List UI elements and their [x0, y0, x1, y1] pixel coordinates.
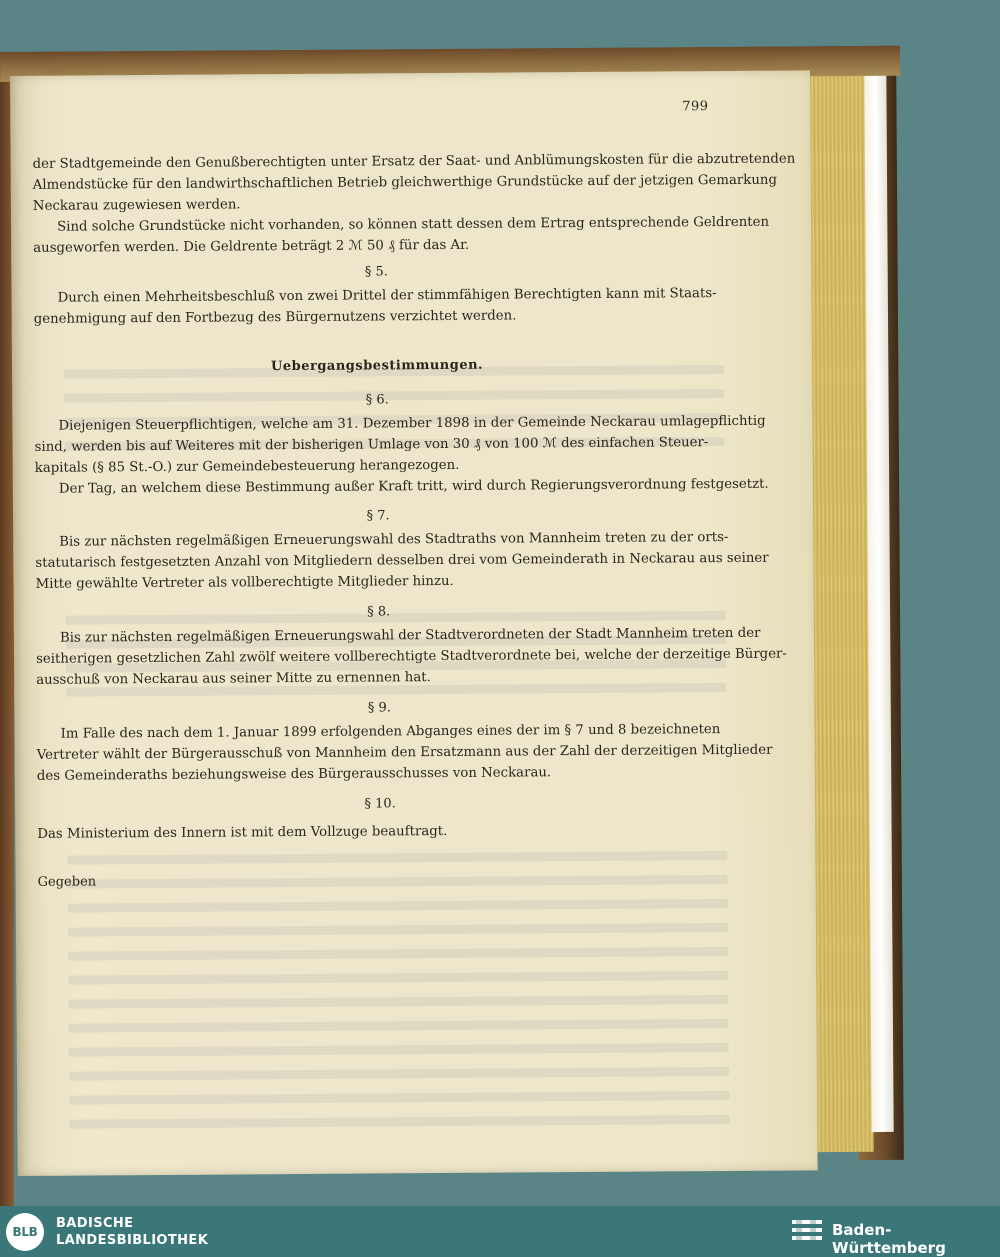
bleed-through-line: [67, 851, 727, 865]
library-name[interactable]: [56, 1215, 208, 1249]
text-line: Bis zur nächsten regelmäßigen Erneuerungswahl der Stadtverordneten der Stadt Mannheim treten der: [59, 625, 761, 646]
text-line: der Stadtgemeinde den Genußberechtigten unter Ersatz der Saat- und Anblümungskosten für die abzutretenden: [32, 151, 796, 172]
bleed-through-line: [69, 1067, 729, 1081]
bleed-through-line: [69, 1043, 729, 1057]
section-title-7: § 7.: [366, 508, 390, 524]
text-line: kapitals (§ 85 St.-O.) zur Gemeindebesteuerung herangezogen.: [34, 457, 460, 476]
bleed-through-line: [68, 971, 728, 985]
text-line: Der Tag, an welchem diese Bestimmung außer Kraft tritt, wird durch Regierungsverordnung festgesetzt.: [58, 476, 769, 497]
text-line: sind, werden bis auf Weiteres mit der bisherigen Umlage von 30 ₰ von 100 ℳ des einfachen Steuer-: [34, 435, 709, 455]
page-number: 799: [682, 99, 709, 115]
text-line: statutarisch festgesetzten Anzahl von Mitgliedern desselben drei vom Gemeinderath in Neckarau aus seiner: [35, 550, 769, 571]
text-line: seitherigen gesetzlichen Zahl zwölf weitere vollberechtigte Stadtverordnete bei, welche der derzeitige Bürger-: [36, 646, 787, 667]
text-line: Vertreter wählt der Bürgerausschuß von Mannheim den Ersatzmann aus der Zahl der derzeitigen Mitglieder: [36, 742, 773, 763]
footer-bar: [0, 1206, 1000, 1256]
bleed-through-line: [69, 1019, 729, 1033]
text-line: ausschuß von Neckarau aus seiner Mitte zu ernennen hat.: [36, 670, 431, 688]
page-text-area: [32, 71, 796, 1176]
bleed-through-line: [68, 899, 728, 913]
bleed-through-line: [68, 947, 728, 961]
text-line: Im Falle des nach dem 1. Januar 1899 erfolgenden Abganges eines der im § 7 und 8 bezeichneten: [60, 722, 721, 742]
text-line: genehmigung auf den Fortbezug des Bürgernutzens verzichtet werden.: [33, 308, 517, 327]
baden-wuerttemberg-lions-icon: [790, 1217, 824, 1247]
section-8-text: [36, 623, 787, 691]
signoff-given: Gegeben: [37, 874, 97, 890]
text-line: Mitte gewählte Vertreter als vollberechtigte Mitglieder hinzu.: [35, 573, 454, 592]
text-line: Das Ministerium des Innern ist mit dem Vollzuge beauftragt.: [37, 823, 448, 842]
section-9-text: [36, 719, 773, 787]
section-10-text: [37, 819, 723, 845]
bleed-through-line: [69, 1091, 729, 1105]
bleed-through-line: [68, 923, 728, 937]
bleed-through-line: [68, 995, 728, 1009]
transitional-provisions-heading: Uebergangsbestimmungen.: [270, 357, 484, 375]
library-name-line-1: BADISCHE: [56, 1216, 134, 1231]
book-page: [10, 70, 818, 1176]
section-title-9: § 9.: [367, 700, 391, 716]
state-name[interactable]: Baden-Württemberg: [832, 1221, 946, 1257]
text-line: Diejenigen Steuerpflichtigen, welche am 31. Dezember 1898 in der Gemeinde Neckarau umlagepflichtig: [58, 413, 766, 434]
text-line: Durch einen Mehrheitsbeschluß von zwei Drittel der stimmfähigen Berechtigten kann mit Staats-: [57, 286, 717, 306]
paragraph-continuation: [32, 149, 796, 259]
text-line: Sind solche Grundstücke nicht vorhanden, so können statt dessen dem Ertrag entsprechende Geldrenten: [57, 214, 770, 235]
section-title-5: § 5.: [364, 264, 388, 280]
text-line: ausgeworfen werden. Die Geldrente beträgt 2 ℳ 50 ₰ für das Ar.: [33, 237, 470, 256]
section-title-8: § 8.: [367, 604, 391, 620]
section-7-text: [35, 527, 769, 595]
text-line: Almendstücke für den landwirthschaftlichen Betrieb gleichwerthige Grundstücke auf der jetzigen Gemarkung: [32, 172, 778, 193]
section-6-text: [34, 411, 769, 500]
section-5-text: [33, 283, 719, 330]
text-line: des Gemeinderaths beziehungsweise des Bürgerausschusses von Neckarau.: [36, 765, 552, 784]
bleed-through-line: [69, 1115, 729, 1129]
section-title-10: § 10.: [364, 796, 396, 812]
blb-logo-badge[interactable]: BLB: [6, 1213, 44, 1251]
section-title-6: § 6.: [365, 392, 389, 408]
library-name-line-2: LANDESBIBLIOTHEK: [56, 1233, 209, 1248]
text-line: Bis zur nächsten regelmäßigen Erneuerungswahl des Stadtraths von Mannheim treten zu der orts-: [59, 529, 729, 550]
text-line: Neckarau zugewiesen werden.: [32, 197, 241, 214]
